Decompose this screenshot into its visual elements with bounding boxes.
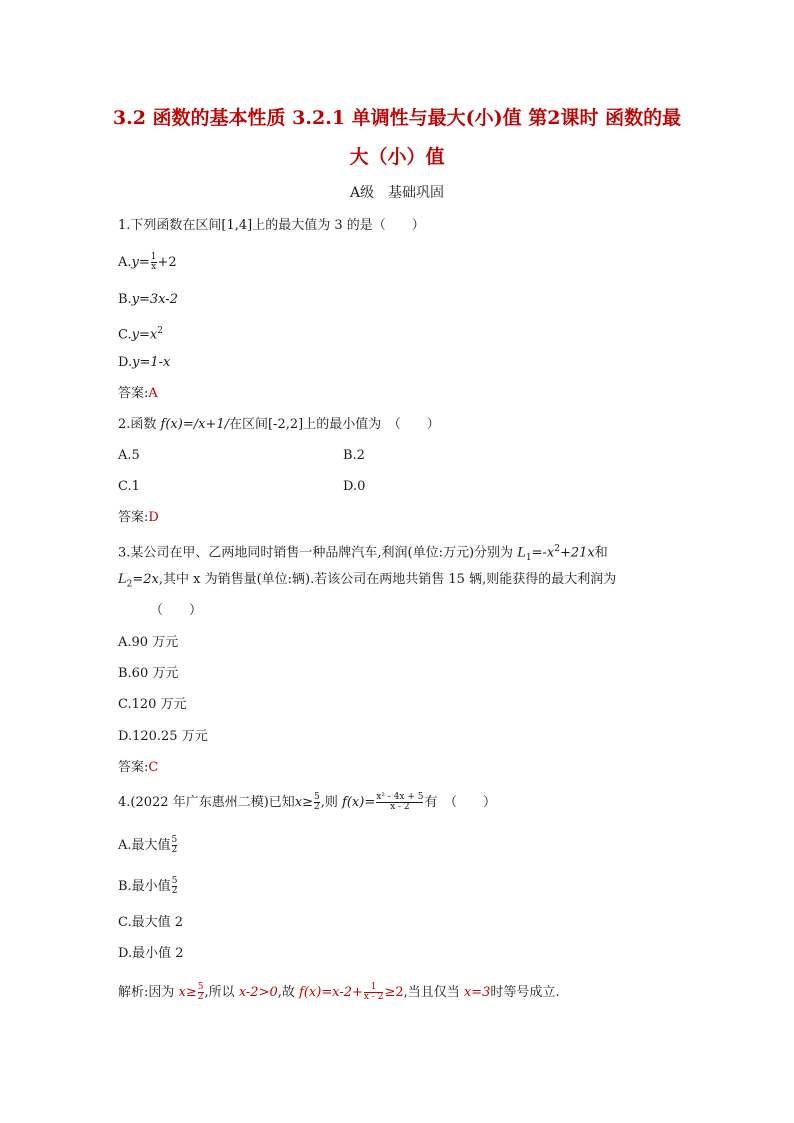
q2-answer-value: D [148,510,159,525]
section-heading: A级 基础巩固 [349,185,445,201]
q3-stem-line3: （ ） [150,603,203,618]
q3-answer: 答案:C [118,760,159,775]
document-title-line1: 3.2 函数的基本性质 3.2.1 单调性与最大(小)值 第2课时 函数的最 [112,107,682,129]
q4-option-a: A.最大值 $\frac{5}{2}$ [118,835,178,855]
q3-option-b: B.60 万元 [118,666,179,681]
document-title-line2: 大（小）值 [349,146,445,168]
q4-function-fraction: $\frac{\text{x² - 4x + 5}}{x - 2}$ [376,792,424,812]
q3-option-d: D.120.25 万元 [118,729,208,744]
q2-option-c: C.1 [118,479,140,494]
q1-answer: 答案:A [118,386,158,401]
q4-b-fraction: $\frac{5}{2}$ [171,876,178,896]
q3-stem-line1: 3.某公司在甲、乙两地同时销售一种品牌汽车,利润(单位:万元)分别为 $L_1=-x^2+21x$和 [118,544,608,563]
analysis-fraction-1: $\frac{5}{2}$ [197,982,204,1002]
q4-condition-fraction: $\frac{5}{2}$ [314,792,320,812]
q4-option-c: C.最大值 2 [118,915,184,930]
q1-option-a: A.y= $\frac{1}{x}$ +2 [118,252,177,272]
q2-answer: 答案:D [118,510,159,525]
analysis-fraction-2: $\frac{1}{x - 2}$ [363,982,384,1002]
q4-option-b: B.最小值 $\frac{5}{2}$ [118,876,178,896]
q3-option-c: C.120 万元 [118,697,187,712]
q1-option-d: D.y=1-x [118,355,171,370]
q1-a-fraction: $\frac{1}{x}$ [150,252,157,272]
q2-stem: 2.函数 f(x)=/x+1/在区间[-2,2]上的最小值为 （ ） [118,417,440,432]
q3-answer-value: C [148,760,159,775]
q2-option-b: B.2 [343,448,365,463]
q1-stem: 1.下列函数在区间[1,4]上的最大值为 3 的是（ ） [118,218,425,233]
q3-stem-line2: $L_2=2x$,其中 x 为销售量(单位:辆).若该公司在两地共销售 15 辆,则能获得的最大利润为 [118,572,617,590]
q4-a-fraction: $\frac{5}{2}$ [171,835,178,855]
analysis: 解析:因为 x≥ $\frac{5}{2}$ ,所以 x-2>0,故 f(x)=x-2+ $\frac{1}{x - 2}$ ≥2,当且仅当 x=3时等号成立. [118,982,560,1002]
q1-option-c: $C.y=x^2$ [118,326,163,343]
q1-answer-value: A [148,386,158,401]
q3-option-a: A.90 万元 [118,635,179,650]
q4-stem: 4.(2022 年广东惠州二模)已知x≥ $\frac{5}{2}$ ,则 f(x)= $\frac{\text{x² - 4x + 5}}{x - 2}$ 有 （ ） [118,792,496,812]
q1-option-b: B.y=3x-2 [118,292,178,307]
q2-option-d: D.0 [343,479,366,494]
q2-option-a: A.5 [118,448,140,463]
q4-option-d: D.最小值 2 [118,946,184,961]
